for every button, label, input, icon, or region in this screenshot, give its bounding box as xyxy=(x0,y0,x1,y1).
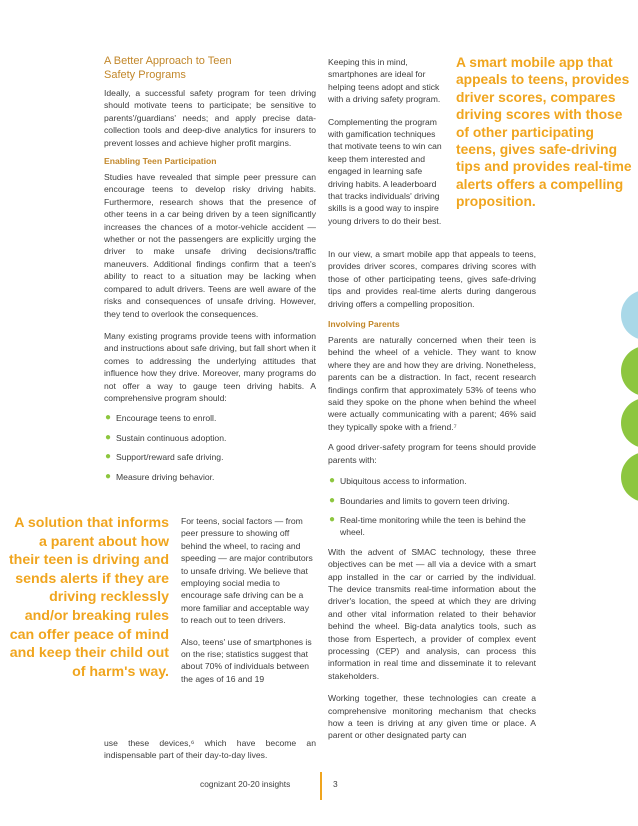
parents-bullet-list xyxy=(328,475,536,539)
decorative-circle-blue xyxy=(621,290,638,340)
section-title: A Better Approach to Teen Safety Programs xyxy=(104,55,232,81)
bullet-icon: ● xyxy=(105,412,112,424)
bullet-icon: ● xyxy=(105,431,112,443)
bullet-icon: ● xyxy=(329,513,336,525)
bullet-icon: ● xyxy=(105,451,112,463)
list-item: ● Boundaries and limits to govern teen driving. xyxy=(329,494,510,506)
peer-pressure-paragraph: Studies have revealed that simple peer pressure can encourage teens to develop risky driving habits. Furthermore, research shows that the presence of other teens in a car being driven by a teen significantly increases the chances of a motor-vehicle accident — whether or not the passengers are explicitly urging the driver to make unsafe driving decisions/traffic maneuvers. Additional findings confirm that a teen's ability to react to a situation may be lacking when compared to adult drivers. Teens are well aware of the risks and consequences of unsafe driving. However, they tend to overlook the consequences. xyxy=(104,172,316,319)
list-item: ● Ubiquitous access to information. xyxy=(329,475,467,487)
smart-app-paragraph: In our view, a smart mobile app that appeals to teens, provides driver scores, compares driving scores with those of other participating teens, gives safe-driving tips and provides real-time alerts during dangerous driving offers a compelling proposition. xyxy=(328,249,536,309)
smartphone-use-paragraph: Also, teens' use of smartphones is on the rise; statistics suggest that about 70% of individuals between the ages of 16 and 19 xyxy=(181,636,312,684)
bullet-icon: ● xyxy=(329,494,336,506)
subhead-teen-participation: Enabling Teen Participation xyxy=(104,156,217,167)
smac-paragraph: With the advent of SMAC technology, these three objectives can be met — all via a device with a smart app installed in the car or carried by the individual. The device transmits real-time information about the driver's location, the speed at which they are driving and other vital information related to their behavior behind the wheel. Big-data analytics tools, such as those from Espertech, a provider of complex event processing (CEP) and analysis, can process this information in real time and disseminate it to relevant stakeholders. xyxy=(328,546,536,681)
bullet-icon: ● xyxy=(329,475,336,487)
parents-provide-paragraph: A good driver-safety program for teens should provide parents with: xyxy=(328,442,536,465)
bullet-icon: ● xyxy=(105,470,112,482)
list-item: ● Measure driving behavior. xyxy=(105,470,215,482)
footer-brand: cognizant 20-20 insights xyxy=(200,779,291,789)
monitoring-paragraph: Working together, these technologies can create a comprehensive monitoring mechanism that checks how a teen is driving at any given time or place. A parent or other designated party can xyxy=(328,693,536,741)
right-column-top xyxy=(328,56,448,227)
smartphone-use-continuation: use these devices,⁶ which have become an indispensable part of their day-to-day lives. xyxy=(104,738,316,761)
smartphones-ideal-paragraph: Keeping this in mind, smartphones are ideal for helping teens adopt and stick with a driving safety program. xyxy=(328,57,441,105)
decorative-circle-green xyxy=(621,398,638,448)
subhead-involving-parents: Involving Parents xyxy=(328,319,400,330)
inset-column xyxy=(181,515,316,685)
page-number: 3 xyxy=(333,779,338,789)
list-item: ● Encourage teens to enroll. xyxy=(105,412,217,424)
program-bullet-list xyxy=(104,412,316,483)
decorative-circle-green xyxy=(621,346,638,396)
intro-paragraph: Ideally, a successful safety program for teen driving should motivate teens to participate; be sensitive to parents'/guardians' needs; and apply precise data-collection tools and deep-dive analytics for insurers to prevent losses and achieve higher profit margins. xyxy=(104,88,316,148)
existing-programs-paragraph: Many existing programs provide teens with information and instructions about safe driving, but fall short when it comes to addressing the underlying attitudes that influence how they drive. Moreover, many programs do not offer a way to gauge teen driving habits. A comprehensive program should: xyxy=(104,330,316,403)
pull-quote-left: A solution that informs a parent about how their teen is driving and sends alerts if they are driving recklessly and/or breaking rules can offer peace of mind and keep their child out of harm's way. xyxy=(8,515,169,680)
list-item: ● Sustain continuous adoption. xyxy=(105,431,227,443)
social-factors-paragraph: For teens, social factors — from peer pressure to showing off behind the wheel, to racing and speeding — are major contributors to unsafe driving. We believe that employing social media to encourage safe driving can be a more familiar and acceptable way to reach out to teen drivers. xyxy=(181,516,313,626)
left-column xyxy=(104,54,316,490)
list-item: ● Real-time monitoring while the teen is behind the wheel. xyxy=(329,513,526,538)
parents-concern-paragraph: Parents are naturally concerned when their teen is behind the wheel of a vehicle. They want to know where they are and how they are driving. Nonetheless, parents can be a distraction. In fact, recent research findings confirm that approximately 53% of teens who said they spoke on the phone when behind the wheel were actually communicating with a parent; 46% said they typically spoke with a friend.⁷ xyxy=(328,335,536,432)
decorative-circle-green xyxy=(621,452,638,502)
footer-divider xyxy=(320,772,322,800)
gamification-paragraph: Complementing the program with gamification techniques that motivate teens to win can keep them interested and engaged in learning safe driving habits. A leaderboard that tracks individuals' driving skills is a good way to inspire young drivers to do their best. xyxy=(328,116,442,226)
right-column xyxy=(328,248,536,742)
pull-quote-right: A smart mobile app that appeals to teens, provides driver scores, compares driving scores with those of other participating teens, gives safe-driving tips and provides real-time alerts offers a compelling proposition. xyxy=(456,55,632,210)
list-item: ● Support/reward safe driving. xyxy=(105,451,224,463)
